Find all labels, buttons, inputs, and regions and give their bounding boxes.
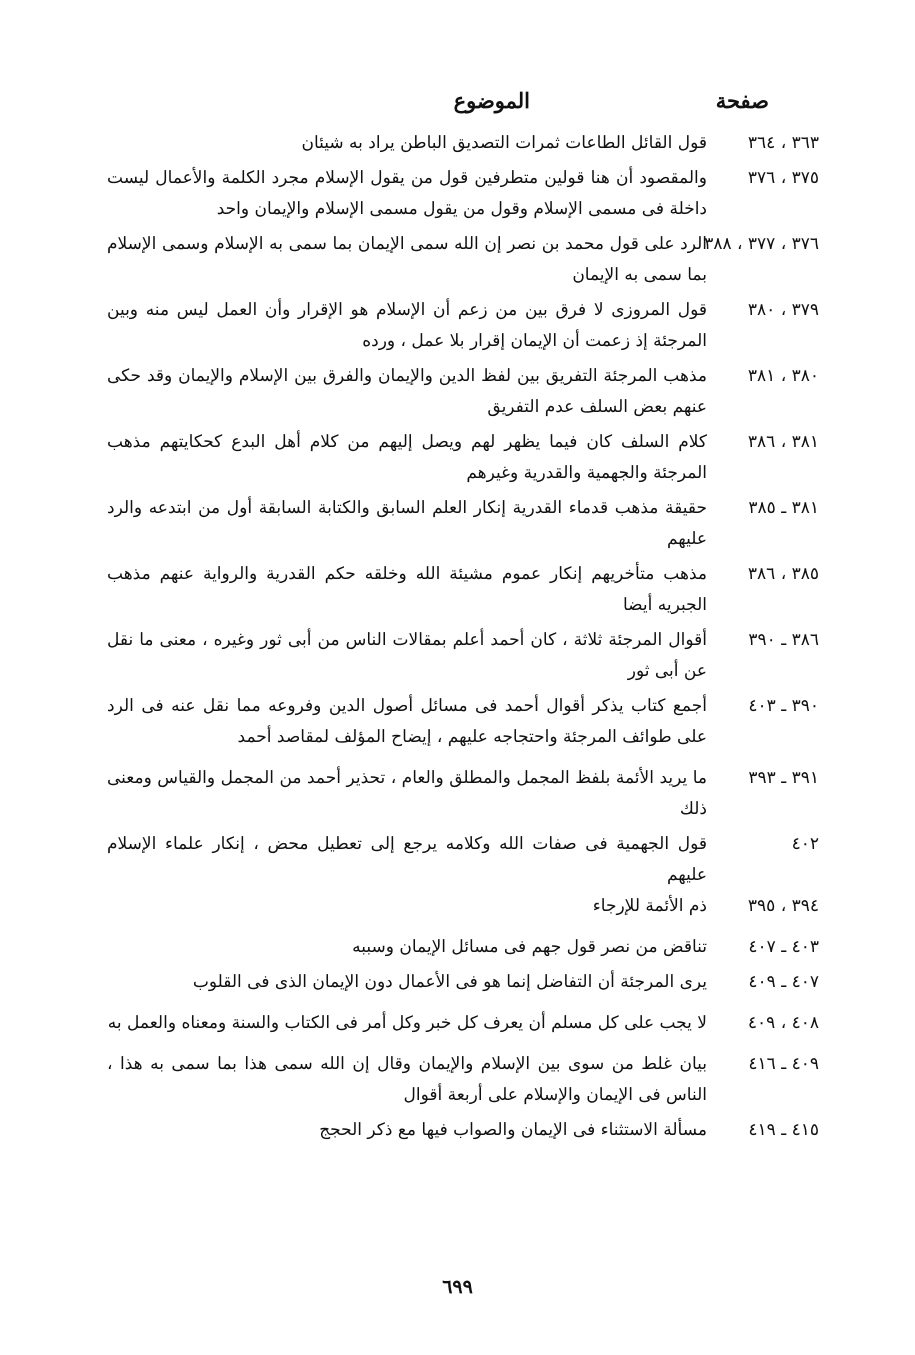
index-entry	[107, 625, 819, 687]
entry-pages: ٤٠٨ ، ٤٠٩	[747, 1013, 819, 1033]
entry-pages: ٣٩١ ـ ٣٩٣	[748, 768, 819, 788]
entry-topic: يرى المرجئة أن التفاضل إنما هو فى الأعمال دون الإيمان الذى فى القلوب	[192, 972, 707, 992]
index-entry	[107, 829, 819, 891]
page-number: ٦٩٩	[442, 1276, 473, 1298]
entry-pages: ٣٧٥ ، ٣٧٦	[747, 168, 819, 188]
index-entry	[107, 229, 819, 291]
entry-topic: ذم الأئمة للإرجاء	[592, 896, 707, 916]
index-entries	[107, 128, 819, 1146]
index-entry	[107, 295, 819, 357]
entry-topic: حقيقة مذهب قدماء القدرية إنكار العلم السابق والكتابة السابقة أول من ابتدعه والرد عليهم	[107, 498, 707, 549]
index-entry	[107, 967, 819, 998]
index-entry	[107, 361, 819, 423]
entry-topic: قول القائل الطاعات ثمرات التصديق الباطن يراد به شيئان	[301, 133, 707, 153]
entry-pages: ٤٠٧ ـ ٤٠٩	[748, 972, 819, 992]
entry-pages: ٣٧٦ ، ٣٧٧ ، ٣٨٨	[704, 234, 819, 254]
entry-topic: قول المروزى لا فرق بين من زعم أن الإسلام هو الإقرار وأن العمل ليس منه وبين المرجئة إذ زعمت أن الإيمان إقرار بلا عمل ، ورده	[107, 300, 707, 351]
index-entry	[107, 932, 819, 963]
index-entry	[107, 1115, 819, 1146]
entry-pages: ٤١٥ ـ ٤١٩	[748, 1120, 819, 1140]
entry-topic: لا يجب على كل مسلم أن يعرف كل خبر وكل أمر فى الكتاب والسنة ومعناه والعمل به	[107, 1013, 707, 1033]
entry-topic: تناقض من نصر قول جهم فى مسائل الإيمان وسببه	[352, 937, 707, 957]
index-entry	[107, 493, 819, 555]
index-entry	[107, 128, 819, 159]
entry-pages: ٣٨٠ ، ٣٨١	[747, 366, 819, 386]
entry-topic: مسألة الاستثناء فى الإيمان والصواب فيها مع ذكر الحجج	[319, 1120, 707, 1140]
entry-pages: ٣٨١ ـ ٣٨٥	[748, 498, 819, 518]
entry-pages: ٤٠٣ ـ ٤٠٧	[748, 937, 819, 957]
entry-pages: ٣٩٠ ـ ٤٠٣	[748, 696, 819, 716]
entry-pages: ٣٨١ ، ٣٨٦	[747, 432, 819, 452]
entry-topic: أقوال المرجئة ثلاثة ، كان أحمد أعلم بمقالات الناس من أبى ثور وغيره ، معنى ما نقل عن أبى ثور	[107, 630, 707, 681]
entry-topic: مذهب متأخريهم إنكار عموم مشيئة الله وخلقه حكم القدرية والرواية عنهم مذهب الجبريه أيضا	[107, 564, 707, 615]
entry-pages: ٣٨٥ ، ٣٨٦	[747, 564, 819, 584]
entry-pages: ٣٧٩ ، ٣٨٠	[747, 300, 819, 320]
index-entry	[107, 163, 819, 225]
entry-topic: أجمع كتاب يذكر أقوال أحمد فى مسائل أصول الدين وفروعه مما نقل عنه فى الرد على طوائف المرجئة واحتجاجه عليهم ، إيضاح المؤلف لمقاصد أحمد	[107, 696, 707, 747]
entry-pages: ٣٦٣ ، ٣٦٤	[747, 133, 819, 153]
index-entry	[107, 891, 819, 922]
index-entry	[107, 763, 819, 825]
entry-pages: ٤٠٩ ـ ٤١٦	[748, 1054, 819, 1074]
topic-column-header: الموضوع	[453, 88, 530, 113]
index-entry	[107, 559, 819, 621]
entry-topic: الرد على قول محمد بن نصر إن الله سمى الإيمان بما سمى به الإسلام وسمى الإسلام بما سمى به الإيمان	[107, 234, 707, 285]
entry-topic: مذهب المرجئة التفريق بين لفظ الدين والإيمان والفرق بين الإسلام والإيمان وقد حكى عنهم بعض السلف عدم التفريق	[107, 366, 707, 417]
index-entry	[107, 1008, 819, 1039]
entry-topic: قول الجهمية فى صفات الله وكلامه يرجع إلى تعطيل محض ، إنكار علماء الإسلام عليهم	[107, 834, 707, 885]
index-entry	[107, 691, 819, 753]
entry-topic: كلام السلف كان فيما يظهر لهم ويصل إليهم من كلام أهل البدع كحكايتهم مذهب المرجئة والجهمية والقدرية وغيرهم	[107, 432, 707, 483]
entry-topic: بيان غلط من سوى بين الإسلام والإيمان وقال إن الله سمى هذا بما سمى به هذا ، الناس فى الإيمان والإسلام على أربعة أقوال	[107, 1054, 707, 1105]
entry-pages: ٣٨٦ ـ ٣٩٠	[748, 630, 819, 650]
index-entry	[107, 1049, 819, 1111]
entry-topic: ما يريد الأئمة بلفظ المجمل والمطلق والعام ، تحذير أحمد من المجمل والقياس ومعنى ذلك	[107, 768, 707, 819]
entry-pages: ٤٠٢	[791, 834, 819, 854]
entry-pages: ٣٩٤ ، ٣٩٥	[747, 896, 819, 916]
index-entry	[107, 427, 819, 489]
entry-topic: والمقصود أن هنا قولين متطرفين قول من يقول الإسلام مجرد الكلمة والأعمال ليست داخلة فى مسمى الإسلام وقول من يقول مسمى الإسلام والإيمان واحد	[107, 168, 707, 219]
page-column-header: صفحة	[715, 88, 769, 113]
